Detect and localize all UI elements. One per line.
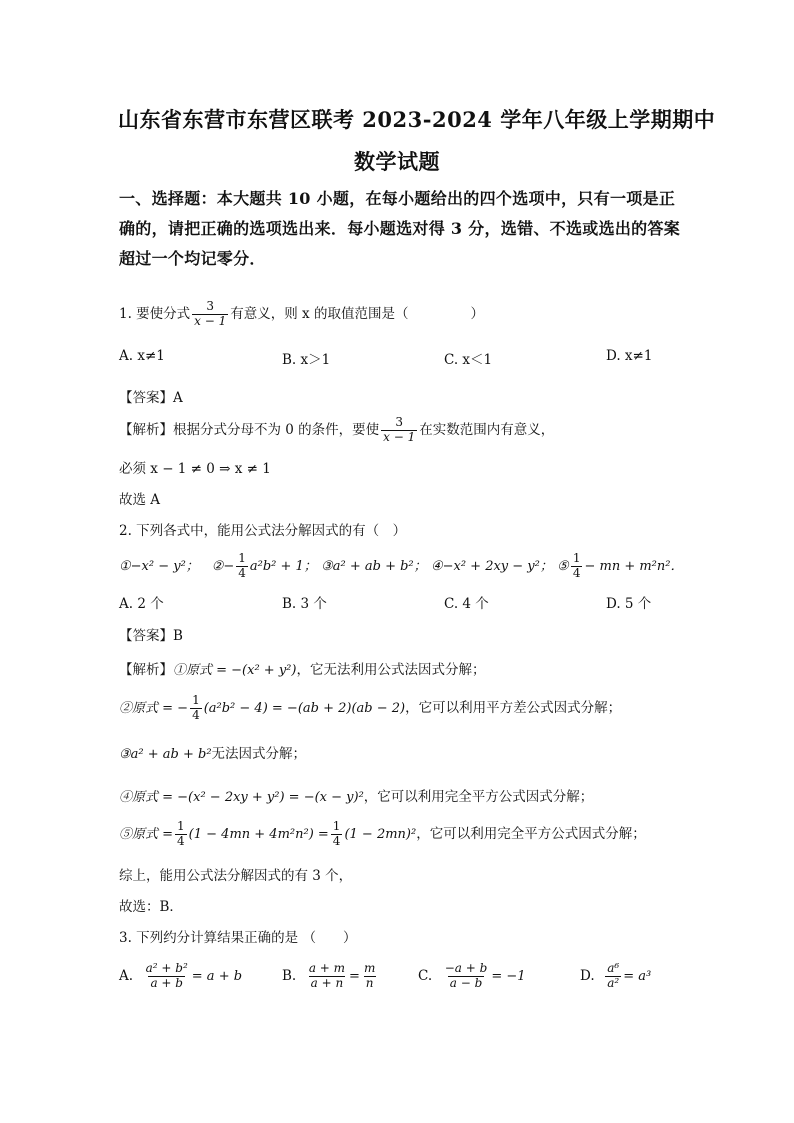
question-1-prefix: 1. 要使分式	[119, 305, 191, 322]
question-2-items	[119, 552, 683, 581]
question-2-item-2-pre: ②−	[211, 558, 235, 574]
question-2-item-4: ④−x² + 2xy − y²；	[430, 558, 553, 574]
question-1-close: ）	[470, 305, 484, 322]
question-3-stem: 3. 下列约分计算结果正确的是 （ ）	[119, 930, 357, 946]
question-1-option-b: B. x＞1	[282, 352, 331, 368]
question-1-explanation: 【解析】根据分式分母不为 0 的条件，要使 $\frac{3}{x - 1}$ 在实数范围内有意义，	[119, 415, 555, 444]
question-1-answer: 【答案】A	[119, 390, 183, 406]
question-3-option-d: D. $\frac{\text{a⁶}}{\text{a²}}$ = a³	[580, 961, 652, 990]
question-1-expl-fraction: $\frac{3}{x - 1}$	[383, 415, 416, 444]
question-1-expl-line3: 故选 A	[119, 492, 161, 508]
question-2-item-2-fraction: $\frac{1}{4}$	[238, 551, 246, 580]
question-2-item-5-pre: ⑤	[557, 558, 569, 574]
question-2-item-2-post: a²b² + 1；	[249, 558, 317, 574]
section-instructions-line1: 一、选择题：本大题共 10 小题，在每小题给出的四个选项中，只有一项是正	[119, 189, 676, 208]
question-1-option-a: A. x≠1	[119, 348, 165, 364]
question-2-expl-line1: 【解析】①原式 = −(x² + y²)，它无法利用公式法因式分解；	[119, 662, 486, 678]
question-2-expl-line3: ③a² + ab + b²无法因式分解；	[119, 746, 307, 762]
question-2-option-a: A. 2 个	[119, 596, 164, 612]
document-subtitle: 数学试题	[354, 149, 440, 174]
question-1-option-d: D. x≠1	[606, 348, 653, 364]
question-2-answer: 【答案】B	[119, 628, 183, 644]
question-1-stem	[119, 300, 484, 329]
question-3-option-c: C. $\frac{-a + b}{a - b}$ = −1	[418, 961, 526, 990]
section-instructions-line3: 超过一个均记零分．	[119, 249, 266, 268]
question-2-expl-line2: ②原式 = − $\frac{1}{4}$ (a²b² − 4) = −(ab + 2)(ab − 2)，它可以利用平方差公式因式分解；	[119, 693, 622, 722]
question-3-option-a: A. $\frac{\text{a² + b²}}{a + b}$ = a + b	[119, 961, 243, 990]
question-2-expl-line4: ④原式 = −(x² − 2xy + y²) = −(x − y)²，它可以利用完全平方公式因式分解；	[119, 789, 594, 805]
question-2-stem: 2. 下列各式中，能用公式法分解因式的有（ ）	[119, 523, 407, 539]
question-2-option-b: B. 3 个	[282, 596, 327, 612]
question-2-final: 故选：B．	[119, 899, 183, 915]
question-2-option-c: C. 4 个	[444, 596, 489, 612]
question-2-summary: 综上，能用公式法分解因式的有 3 个，	[119, 868, 353, 884]
question-2-expl-line5: ⑤原式 = $\frac{1}{4}$ (1 − 4mn + 4m²n²) = $\frac{1}{4}$ (1 − 2mn)²，它可以利用完全平方公式因式分解；	[119, 819, 646, 848]
question-2-item-5-post: − mn + m²n²．	[584, 558, 684, 574]
question-1-suffix: 有意义，则 x 的取值范围是（	[230, 305, 409, 322]
section-instructions-line2: 确的，请把正确的选项选出来．每小题选对得 3 分，选错、不选或选出的答案	[119, 219, 681, 238]
question-1-fraction: $\frac{3}{x - 1}$	[194, 299, 227, 328]
question-1-expl-line2: 必须 x − 1 ≠ 0 ⇒ x ≠ 1	[119, 461, 271, 477]
question-2-option-d: D. 5 个	[606, 596, 652, 612]
question-3-option-b: B. $\frac{a + m}{a + n}$ = $\frac{m}{n}$	[282, 961, 376, 990]
question-1-option-c: C. x＜1	[444, 352, 493, 368]
document-title: 山东省东营市东营区联考 2023-2024 学年八年级上学期期中	[118, 107, 716, 132]
question-2-item-3: ③a² + ab + b²；	[321, 558, 427, 574]
question-2-item-1: ①−x² − y²；	[119, 558, 199, 574]
question-2-item-5-fraction: $\frac{1}{4}$	[572, 551, 581, 580]
